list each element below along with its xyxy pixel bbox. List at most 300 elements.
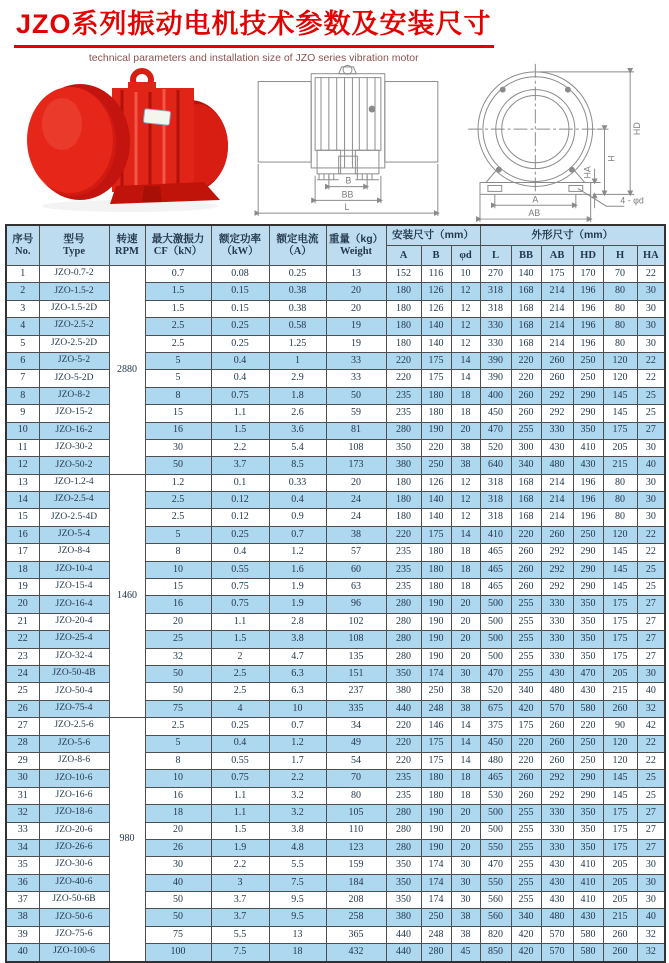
data-cell: 20 xyxy=(451,822,480,839)
data-cell: 34 xyxy=(326,718,386,735)
data-cell: 214 xyxy=(541,474,573,491)
data-cell: 30 xyxy=(637,300,665,317)
row-no: 29 xyxy=(6,752,39,769)
data-cell: 5 xyxy=(145,352,211,369)
data-cell: 465 xyxy=(480,544,511,561)
data-cell: 20 xyxy=(451,805,480,822)
data-cell: 380 xyxy=(386,683,421,700)
model-type: JZO-15-4 xyxy=(39,579,109,596)
data-cell: 32 xyxy=(637,944,665,962)
data-cell: 330 xyxy=(541,839,573,856)
data-cell: 14 xyxy=(451,370,480,387)
col-group-outline: 外形尺寸（mm） xyxy=(480,225,665,246)
data-cell: 450 xyxy=(480,405,511,422)
data-cell: 175 xyxy=(511,718,541,735)
data-cell: 22 xyxy=(637,370,665,387)
data-cell: 120 xyxy=(603,735,637,752)
model-type: JZO-50-4B xyxy=(39,665,109,682)
col-no xyxy=(6,225,39,266)
data-cell: 380 xyxy=(386,457,421,474)
data-cell: 22 xyxy=(637,266,665,283)
data-cell: 1 xyxy=(269,352,326,369)
col-B: B xyxy=(421,246,451,266)
data-cell: 330 xyxy=(541,805,573,822)
data-cell: 80 xyxy=(326,787,386,804)
data-cell: 570 xyxy=(541,700,573,717)
row-no: 13 xyxy=(6,474,39,491)
data-cell: 180 xyxy=(386,492,421,509)
data-cell: 675 xyxy=(480,700,511,717)
table-row xyxy=(6,561,665,578)
data-cell: 175 xyxy=(421,352,451,369)
model-type: JZO-1.5-2 xyxy=(39,283,109,300)
page-header xyxy=(0,0,669,66)
data-cell: 0.15 xyxy=(211,300,269,317)
data-cell: 205 xyxy=(603,857,637,874)
data-cell: 480 xyxy=(480,752,511,769)
data-cell: 30 xyxy=(637,892,665,909)
row-no: 35 xyxy=(6,857,39,874)
data-cell: 550 xyxy=(480,839,511,856)
data-cell: 100 xyxy=(145,944,211,962)
data-cell: 180 xyxy=(421,561,451,578)
data-cell: 3 xyxy=(211,874,269,891)
row-no: 11 xyxy=(6,439,39,456)
row-no: 36 xyxy=(6,874,39,891)
data-cell: 96 xyxy=(326,596,386,613)
data-cell: 235 xyxy=(386,787,421,804)
data-cell: 5.5 xyxy=(269,857,326,874)
data-cell: 30 xyxy=(637,857,665,874)
data-cell: 120 xyxy=(603,352,637,369)
data-cell: 38 xyxy=(451,457,480,474)
model-type: JZO-8-4 xyxy=(39,544,109,561)
data-cell: 0.75 xyxy=(211,770,269,787)
row-no: 14 xyxy=(6,492,39,509)
data-cell: 180 xyxy=(386,300,421,317)
data-cell: 280 xyxy=(386,596,421,613)
data-cell: 292 xyxy=(541,770,573,787)
data-cell: 60 xyxy=(326,561,386,578)
data-cell: 116 xyxy=(421,266,451,283)
model-type: JZO-2.5-6 xyxy=(39,718,109,735)
data-cell: 175 xyxy=(421,752,451,769)
data-cell: 70 xyxy=(326,770,386,787)
data-cell: 16 xyxy=(145,787,211,804)
data-cell: 45 xyxy=(451,944,480,962)
data-cell: 5 xyxy=(145,370,211,387)
data-cell: 250 xyxy=(421,457,451,474)
row-no: 30 xyxy=(6,770,39,787)
data-cell: 318 xyxy=(480,283,511,300)
data-cell: 470 xyxy=(480,665,511,682)
data-cell: 18 xyxy=(451,787,480,804)
data-cell: 260 xyxy=(541,370,573,387)
data-cell: 18 xyxy=(451,405,480,422)
data-cell: 40 xyxy=(637,683,665,700)
col-HA: HA xyxy=(637,246,665,266)
row-no: 1 xyxy=(6,266,39,283)
row-no: 20 xyxy=(6,596,39,613)
model-type: JZO-2.5-2D xyxy=(39,335,109,352)
data-cell: 25 xyxy=(637,387,665,404)
data-cell: 42 xyxy=(637,718,665,735)
data-cell: 30 xyxy=(637,474,665,491)
data-cell: 108 xyxy=(326,439,386,456)
data-cell: 400 xyxy=(480,387,511,404)
table-row xyxy=(6,839,665,856)
data-cell: 215 xyxy=(603,457,637,474)
data-cell: 430 xyxy=(541,439,573,456)
table-row xyxy=(6,752,665,769)
data-cell: 2.2 xyxy=(211,439,269,456)
data-cell: 220 xyxy=(386,526,421,543)
col-no-en: No. xyxy=(15,245,31,257)
data-cell: 255 xyxy=(511,422,541,439)
row-no: 8 xyxy=(6,387,39,404)
data-cell: 220 xyxy=(511,752,541,769)
data-cell: 50 xyxy=(145,457,211,474)
data-cell: 4.8 xyxy=(269,839,326,856)
data-cell: 0.4 xyxy=(211,544,269,561)
data-cell: 0.12 xyxy=(211,509,269,526)
data-cell: 318 xyxy=(480,300,511,317)
data-cell: 175 xyxy=(541,266,573,283)
row-no: 38 xyxy=(6,909,39,926)
model-type: JZO-2.5-4D xyxy=(39,509,109,526)
model-type: JZO-20-4 xyxy=(39,613,109,630)
data-cell: 20 xyxy=(451,422,480,439)
data-cell: 20 xyxy=(326,300,386,317)
row-no: 22 xyxy=(6,631,39,648)
data-cell: 215 xyxy=(603,909,637,926)
data-cell: 500 xyxy=(480,596,511,613)
data-cell: 38 xyxy=(326,526,386,543)
table-row xyxy=(6,909,665,926)
data-cell: 80 xyxy=(603,335,637,352)
rpm-value: 980 xyxy=(109,718,145,962)
data-cell: 9.5 xyxy=(269,892,326,909)
data-cell: 27 xyxy=(637,805,665,822)
figures-row xyxy=(0,58,669,220)
data-cell: 25 xyxy=(145,631,211,648)
dim-label-AB: AB xyxy=(528,208,541,219)
data-cell: 30 xyxy=(637,318,665,335)
data-cell: 33 xyxy=(326,352,386,369)
data-cell: 196 xyxy=(573,492,603,509)
data-cell: 140 xyxy=(421,492,451,509)
table-row xyxy=(6,770,665,787)
vibration-motor-image xyxy=(24,58,236,216)
table-row xyxy=(6,787,665,804)
page-subtitle: technical parameters and installation size of JZO series vibration motor xyxy=(88,51,419,64)
data-cell: 290 xyxy=(573,387,603,404)
row-no: 9 xyxy=(6,405,39,422)
data-cell: 102 xyxy=(326,613,386,630)
spec-table xyxy=(5,224,666,963)
table-row xyxy=(6,735,665,752)
table-row xyxy=(6,439,665,456)
table-row xyxy=(6,718,665,735)
data-cell: 0.75 xyxy=(211,579,269,596)
data-cell: 22 xyxy=(637,735,665,752)
data-cell: 500 xyxy=(480,631,511,648)
model-type: JZO-50-6B xyxy=(39,892,109,909)
table-row xyxy=(6,352,665,369)
data-cell: 175 xyxy=(603,631,637,648)
data-cell: 2.5 xyxy=(145,492,211,509)
data-cell: 168 xyxy=(511,300,541,317)
data-cell: 330 xyxy=(541,631,573,648)
data-cell: 235 xyxy=(386,544,421,561)
data-cell: 25 xyxy=(637,561,665,578)
data-cell: 290 xyxy=(573,405,603,422)
data-cell: 175 xyxy=(421,735,451,752)
data-cell: 18 xyxy=(269,944,326,962)
data-cell: 430 xyxy=(573,909,603,926)
data-cell: 820 xyxy=(480,926,511,943)
data-cell: 30 xyxy=(637,509,665,526)
data-cell: 2.5 xyxy=(145,318,211,335)
col-H: H xyxy=(603,246,637,266)
col-HD: HD xyxy=(573,246,603,266)
data-cell: 180 xyxy=(386,318,421,335)
data-cell: 170 xyxy=(573,266,603,283)
data-cell: 570 xyxy=(541,926,573,943)
row-no: 34 xyxy=(6,839,39,856)
data-cell: 19 xyxy=(326,318,386,335)
data-cell: 18 xyxy=(145,805,211,822)
row-no: 37 xyxy=(6,892,39,909)
row-no: 17 xyxy=(6,544,39,561)
col-A: A xyxy=(386,246,421,266)
data-cell: 465 xyxy=(480,770,511,787)
data-cell: 8 xyxy=(145,387,211,404)
data-cell: 18 xyxy=(451,561,480,578)
data-cell: 38 xyxy=(451,926,480,943)
data-cell: 280 xyxy=(386,839,421,856)
data-cell: 250 xyxy=(573,752,603,769)
data-cell: 1.2 xyxy=(269,544,326,561)
data-cell: 30 xyxy=(451,665,480,682)
data-cell: 3.8 xyxy=(269,822,326,839)
data-cell: 260 xyxy=(511,787,541,804)
model-type: JZO-20-6 xyxy=(39,822,109,839)
data-cell: 205 xyxy=(603,892,637,909)
data-cell: 350 xyxy=(573,839,603,856)
data-cell: 410 xyxy=(573,892,603,909)
data-cell: 12 xyxy=(451,300,480,317)
data-cell: 1.1 xyxy=(211,613,269,630)
data-cell: 430 xyxy=(573,457,603,474)
model-type: JZO-30-6 xyxy=(39,857,109,874)
table-row xyxy=(6,926,665,943)
data-cell: 175 xyxy=(421,526,451,543)
col-rpm-en: RPM xyxy=(115,245,139,257)
data-cell: 250 xyxy=(421,909,451,926)
data-cell: 0.75 xyxy=(211,596,269,613)
data-cell: 146 xyxy=(421,718,451,735)
data-cell: 350 xyxy=(573,648,603,665)
data-cell: 4 xyxy=(211,700,269,717)
data-cell: 420 xyxy=(511,926,541,943)
data-cell: 2.9 xyxy=(269,370,326,387)
row-no: 31 xyxy=(6,787,39,804)
row-no: 26 xyxy=(6,700,39,717)
dim-label-B: B xyxy=(345,175,352,186)
data-cell: 480 xyxy=(541,457,573,474)
table-row xyxy=(6,683,665,700)
data-cell: 0.75 xyxy=(211,387,269,404)
model-type: JZO-25-4 xyxy=(39,631,109,648)
data-cell: 168 xyxy=(511,318,541,335)
data-cell: 18 xyxy=(451,387,480,404)
model-type: JZO-75-6 xyxy=(39,926,109,943)
data-cell: 440 xyxy=(386,926,421,943)
data-cell: 0.33 xyxy=(269,474,326,491)
data-cell: 250 xyxy=(573,735,603,752)
data-cell: 2.2 xyxy=(269,770,326,787)
data-cell: 54 xyxy=(326,752,386,769)
data-cell: 140 xyxy=(421,509,451,526)
col-L: L xyxy=(480,246,511,266)
data-cell: 580 xyxy=(573,700,603,717)
data-cell: 168 xyxy=(511,492,541,509)
model-type: JZO-100-6 xyxy=(39,944,109,962)
data-cell: 50 xyxy=(145,909,211,926)
data-cell: 350 xyxy=(573,822,603,839)
data-cell: 7.5 xyxy=(211,944,269,962)
data-cell: 120 xyxy=(603,370,637,387)
data-cell: 260 xyxy=(603,700,637,717)
data-cell: 175 xyxy=(603,805,637,822)
data-cell: 175 xyxy=(603,822,637,839)
model-type: JZO-75-4 xyxy=(39,700,109,717)
data-cell: 15 xyxy=(145,579,211,596)
table-row xyxy=(6,318,665,335)
col-AB: AB xyxy=(541,246,573,266)
data-cell: 196 xyxy=(573,318,603,335)
data-cell: 318 xyxy=(480,474,511,491)
data-cell: 1.1 xyxy=(211,787,269,804)
table-body xyxy=(6,266,665,962)
data-cell: 0.9 xyxy=(269,509,326,526)
data-cell: 12 xyxy=(451,509,480,526)
data-cell: 145 xyxy=(603,405,637,422)
data-cell: 0.25 xyxy=(211,526,269,543)
data-cell: 2.6 xyxy=(269,405,326,422)
data-cell: 30 xyxy=(145,439,211,456)
data-cell: 350 xyxy=(386,857,421,874)
data-cell: 180 xyxy=(386,509,421,526)
data-cell: 235 xyxy=(386,387,421,404)
model-type: JZO-5-2D xyxy=(39,370,109,387)
data-cell: 22 xyxy=(637,544,665,561)
data-cell: 255 xyxy=(511,631,541,648)
data-cell: 174 xyxy=(421,665,451,682)
row-no: 12 xyxy=(6,457,39,474)
data-cell: 530 xyxy=(480,787,511,804)
data-cell: 20 xyxy=(145,822,211,839)
data-cell: 40 xyxy=(637,457,665,474)
data-cell: 8 xyxy=(145,752,211,769)
col-no-zh: 序号 xyxy=(12,233,34,246)
data-cell: 220 xyxy=(573,718,603,735)
data-cell: 280 xyxy=(386,631,421,648)
data-cell: 290 xyxy=(573,544,603,561)
data-cell: 180 xyxy=(421,405,451,422)
row-no: 27 xyxy=(6,718,39,735)
row-no: 39 xyxy=(6,926,39,943)
col-power-en: （kW） xyxy=(221,245,259,257)
data-cell: 180 xyxy=(421,387,451,404)
data-cell: 159 xyxy=(326,857,386,874)
data-cell: 180 xyxy=(386,474,421,491)
data-cell: 0.25 xyxy=(211,718,269,735)
data-cell: 30 xyxy=(145,857,211,874)
model-type: JZO-50-2 xyxy=(39,457,109,474)
data-cell: 180 xyxy=(386,335,421,352)
data-cell: 2.5 xyxy=(145,718,211,735)
rpm-value: 1460 xyxy=(109,474,145,717)
data-cell: 70 xyxy=(603,266,637,283)
data-cell: 205 xyxy=(603,874,637,891)
data-cell: 0.25 xyxy=(269,266,326,283)
data-cell: 330 xyxy=(541,613,573,630)
data-cell: 330 xyxy=(480,335,511,352)
row-no: 28 xyxy=(6,735,39,752)
data-cell: 12 xyxy=(451,492,480,509)
data-cell: 33 xyxy=(326,370,386,387)
data-cell: 290 xyxy=(573,770,603,787)
data-cell: 10 xyxy=(269,700,326,717)
data-cell: 1.5 xyxy=(211,422,269,439)
data-cell: 80 xyxy=(603,474,637,491)
data-cell: 81 xyxy=(326,422,386,439)
data-cell: 25 xyxy=(637,405,665,422)
data-cell: 220 xyxy=(511,526,541,543)
table-row xyxy=(6,700,665,717)
data-cell: 300 xyxy=(511,439,541,456)
data-cell: 330 xyxy=(541,422,573,439)
data-cell: 250 xyxy=(573,352,603,369)
data-cell: 32 xyxy=(145,648,211,665)
data-cell: 50 xyxy=(326,387,386,404)
data-cell: 120 xyxy=(603,752,637,769)
page-title: JZO系列振动电机技术参数及安装尺寸 xyxy=(14,10,494,48)
data-cell: 18 xyxy=(451,579,480,596)
data-cell: 260 xyxy=(511,561,541,578)
data-cell: 24 xyxy=(326,492,386,509)
data-cell: 25 xyxy=(637,770,665,787)
data-cell: 235 xyxy=(386,770,421,787)
data-cell: 7.5 xyxy=(269,874,326,891)
data-cell: 140 xyxy=(421,335,451,352)
data-cell: 30 xyxy=(451,892,480,909)
row-no: 16 xyxy=(6,526,39,543)
data-cell: 214 xyxy=(541,492,573,509)
data-cell: 80 xyxy=(603,509,637,526)
data-cell: 30 xyxy=(637,439,665,456)
data-cell: 1.5 xyxy=(211,822,269,839)
data-cell: 420 xyxy=(511,700,541,717)
data-cell: 25 xyxy=(637,579,665,596)
data-cell: 280 xyxy=(386,805,421,822)
table-row xyxy=(6,822,665,839)
data-cell: 350 xyxy=(573,805,603,822)
data-cell: 580 xyxy=(573,944,603,962)
data-cell: 248 xyxy=(421,700,451,717)
